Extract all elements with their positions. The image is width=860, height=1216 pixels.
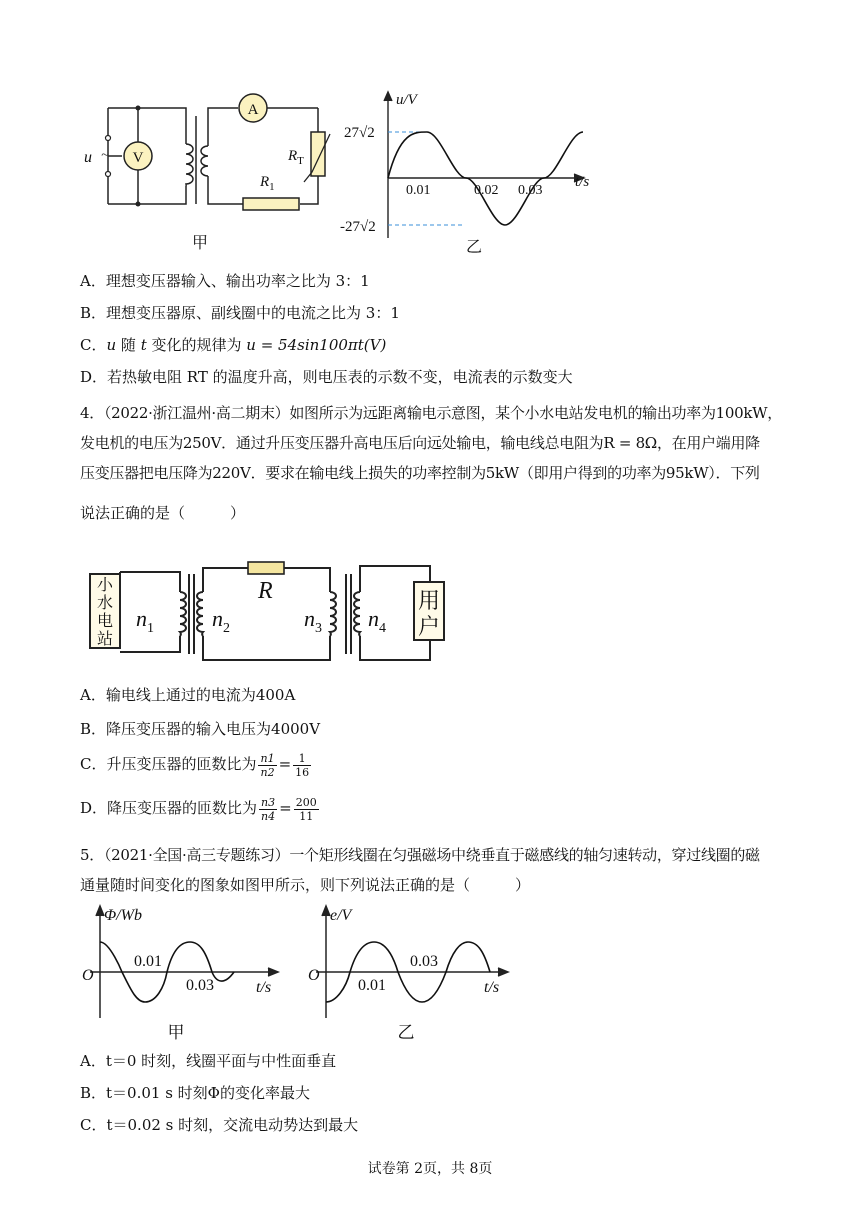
tick-001: 0.01 [406, 183, 431, 198]
user-char-1: 用 [417, 588, 441, 613]
station-char-1: 小 [96, 577, 114, 594]
q4-stem [80, 398, 792, 528]
q5-emf-graph-yi [302, 900, 522, 1048]
label-n3: $n_3$ [304, 606, 322, 636]
q4c-value-fraction: $\frac{1}{16}$ [295, 751, 310, 779]
q4d-value-fraction: $\frac{200}{11}$ [295, 795, 317, 823]
tick-003-yi: 0.03 [410, 953, 438, 970]
figure-caption-yi: 乙 [465, 239, 483, 256]
q4-option-d: D．降压变压器的匝数比为 $\frac{n3}{n4}$ = $\frac{200}{11}$ [80, 795, 317, 823]
tick-001-yi: 0.01 [358, 977, 386, 994]
thermistor-label: $R_T$ [288, 148, 304, 167]
q5-stem [80, 840, 792, 900]
origin-label-yi: O [308, 967, 320, 984]
phi-axis-label: Φ/Wb [104, 907, 142, 924]
tick-001-jia: 0.01 [134, 953, 162, 970]
source-u-label: u [84, 149, 92, 166]
q5-option-b: B．t＝0.01 s 时刻Φ的变化率最大 [80, 1084, 310, 1102]
q3-option-b: B．理想变压器原、副线圈中的电流之比为 3：1 [80, 304, 400, 322]
label-r: R [258, 578, 273, 604]
q4-option-c: C．升压变压器的匝数比为 $\frac{n1}{n2}$ = $\frac{1}{16}$ [80, 751, 310, 779]
q5-option-a: A．t＝0 时刻，线圈平面与中性面垂直 [80, 1052, 337, 1070]
q4-stem-line-4: 说法正确的是（ ） [80, 504, 246, 522]
q5-flux-graph-jia [76, 900, 286, 1048]
label-n4: $n_4$ [368, 606, 386, 636]
r1-label: $R_1$ [260, 174, 275, 193]
figure-caption-jia-q5: 甲 [167, 1023, 185, 1042]
q3-option-a: A．理想变压器输入、输出功率之比为 3：1 [80, 272, 370, 290]
t-axis-label-jia: t/s [256, 979, 272, 996]
figure-caption-yi-q5: 乙 [397, 1023, 415, 1042]
q3-option-d: D．若热敏电阻 RT 的温度升高，则电压表的示数不变，电流表的示数变大 [80, 368, 573, 386]
label-n1: $n_1$ [136, 606, 154, 636]
tick-003-jia: 0.03 [186, 977, 214, 994]
station-char-2: 水 [96, 595, 114, 612]
q4c-ratio-fraction: $\frac{n1}{n2}$ [260, 751, 275, 779]
q3-ut-graph-figure-yi [338, 86, 600, 256]
y-min-label: -27√2 [340, 219, 376, 235]
q4-stem-line-3: 压变压器把电压降为220V．要求在输电线上损失的功率控制为5kW（即用户得到的功率为95kW）．下列 [80, 464, 760, 482]
q4d-ratio-fraction: $\frac{n3}{n4}$ [261, 795, 276, 823]
page-footer: 试卷第 2页，共 8页 [367, 1161, 493, 1177]
svg-text:~: ~ [101, 148, 109, 163]
q3-circuit-figure-jia [78, 86, 340, 262]
q5-option-c: C．t＝0.02 s 时刻，交流电动势达到最大 [80, 1116, 359, 1134]
figure-caption-jia: 甲 [191, 235, 209, 252]
voltmeter-label: V [132, 150, 144, 166]
ammeter-label: A [247, 102, 259, 118]
tick-002: 0.02 [474, 183, 499, 198]
q4-transmission-diagram [84, 552, 464, 664]
q4-option-a: A．输电线上通过的电流为400A [80, 686, 296, 704]
q4-stem-line-1: 4．（2022·浙江温州·高二期末）如图所示为远距离输电示意图，某个小水电站发电机的输出功率为100kW， [80, 404, 782, 422]
q5-stem-line-2: 通量随时间变化的图象如图甲所示，则下列说法正确的是（ ） [80, 876, 531, 894]
tick-003: 0.03 [518, 183, 543, 198]
label-n2: $n_2$ [212, 606, 230, 636]
origin-label-jia: O [82, 967, 94, 984]
y-max-label: 27√2 [344, 125, 375, 141]
q4-option-b: B．降压变压器的输入电压为4000V [80, 720, 321, 738]
u-axis-label: u/V [396, 92, 417, 108]
q5-stem-line-1: 5．（2021·全国·高三专题练习）一个矩形线圈在匀强磁场中绕垂直于磁感线的轴匀速转动，穿过线圈的磁 [80, 846, 760, 864]
t-axis-label: t/s [575, 174, 590, 190]
q4-stem-line-2: 发电机的电压为250V．通过升压变压器升高电压后向远处输电，输电线总电阻为R = 8Ω，在用户端用降 [80, 434, 760, 452]
t-axis-label-yi: t/s [484, 979, 500, 996]
q3-option-c: C．u 随 t 变化的规律为 u = 54sin100πt(V) [80, 336, 387, 354]
e-axis-label: e/V [330, 907, 352, 924]
user-char-2: 户 [417, 614, 441, 639]
station-char-4: 站 [96, 631, 114, 648]
station-char-3: 电 [96, 613, 114, 630]
